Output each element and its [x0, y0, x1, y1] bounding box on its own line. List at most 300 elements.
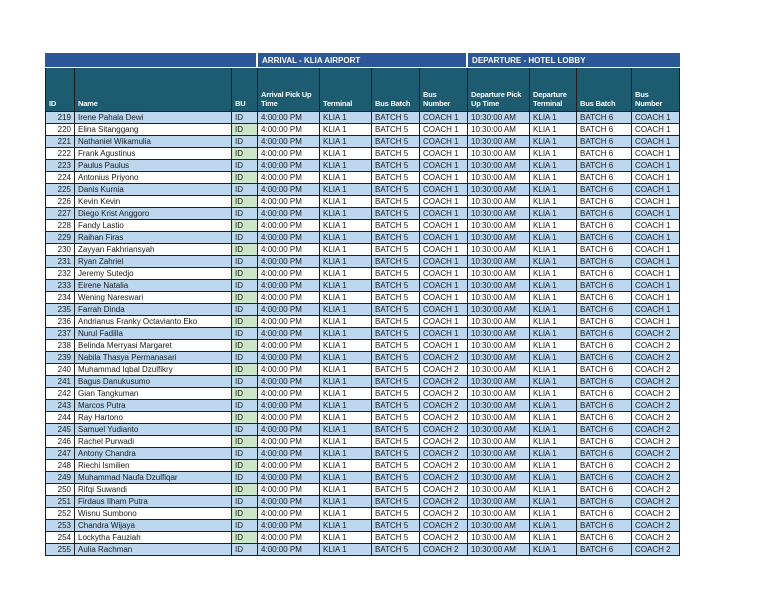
cell-departure-bus-batch: BATCH 6 [577, 364, 632, 376]
cell-departure-bus-batch: BATCH 6 [577, 448, 632, 460]
cell-arrival-bus-number: COACH 1 [420, 256, 468, 268]
table-row [45, 388, 680, 400]
cell-departure-pick-up-time: 10:30:00 AM [468, 328, 530, 340]
cell-bu: ID [232, 124, 258, 136]
cell-id: 233 [45, 280, 75, 292]
cell-id: 223 [45, 160, 75, 172]
cell-arrival-bus-batch: BATCH 5 [372, 292, 420, 304]
table-row [45, 328, 680, 340]
cell-departure-pick-up-time: 10:30:00 AM [468, 304, 530, 316]
table-row [45, 496, 680, 508]
cell-arrival-bus-batch: BATCH 5 [372, 532, 420, 544]
cell-arrival-bus-number: COACH 1 [420, 160, 468, 172]
cell-arrival-bus-batch: BATCH 5 [372, 208, 420, 220]
cell-arrival-terminal: KLIA 1 [320, 292, 372, 304]
cell-id: 236 [45, 316, 75, 328]
cell-arrival-terminal: KLIA 1 [320, 148, 372, 160]
cell-departure-terminal: KLIA 1 [530, 508, 577, 520]
table-row [45, 460, 680, 472]
cell-bu: ID [232, 112, 258, 124]
table-row [45, 208, 680, 220]
cell-arrival-bus-batch: BATCH 5 [372, 244, 420, 256]
cell-arrival-terminal: KLIA 1 [320, 220, 372, 232]
cell-arrival-terminal: KLIA 1 [320, 400, 372, 412]
cell-id: 242 [45, 388, 75, 400]
cell-arrival-bus-batch: BATCH 5 [372, 400, 420, 412]
table-row [45, 412, 680, 424]
cell-departure-pick-up-time: 10:30:00 AM [468, 208, 530, 220]
cell-departure-bus-batch: BATCH 6 [577, 124, 632, 136]
cell-departure-bus-batch: BATCH 6 [577, 544, 632, 556]
cell-arrival-pick-up-time: 4:00:00 PM [258, 460, 320, 472]
cell-departure-terminal: KLIA 1 [530, 316, 577, 328]
cell-id: 251 [45, 496, 75, 508]
cell-departure-pick-up-time: 10:30:00 AM [468, 544, 530, 556]
cell-departure-pick-up-time: 10:30:00 AM [468, 532, 530, 544]
cell-departure-bus-number: COACH 1 [632, 292, 680, 304]
cell-id: 234 [45, 292, 75, 304]
cell-departure-pick-up-time: 10:30:00 AM [468, 124, 530, 136]
table-row [45, 448, 680, 460]
cell-bu: ID [232, 364, 258, 376]
table-row [45, 484, 680, 496]
cell-departure-bus-batch: BATCH 6 [577, 304, 632, 316]
column-header-departure-pick-up-time: Departure Pick Up Time [468, 68, 530, 112]
cell-departure-pick-up-time: 10:30:00 AM [468, 388, 530, 400]
cell-arrival-pick-up-time: 4:00:00 PM [258, 364, 320, 376]
cell-departure-pick-up-time: 10:30:00 AM [468, 424, 530, 436]
table-row [45, 340, 680, 352]
cell-id: 241 [45, 376, 75, 388]
table-row [45, 244, 680, 256]
cell-id: 252 [45, 508, 75, 520]
cell-arrival-terminal: KLIA 1 [320, 232, 372, 244]
cell-departure-terminal: KLIA 1 [530, 232, 577, 244]
cell-name: Wening Nareswari [75, 292, 232, 304]
cell-departure-terminal: KLIA 1 [530, 388, 577, 400]
cell-departure-bus-batch: BATCH 6 [577, 376, 632, 388]
cell-arrival-bus-number: COACH 1 [420, 172, 468, 184]
cell-arrival-pick-up-time: 4:00:00 PM [258, 352, 320, 364]
cell-departure-terminal: KLIA 1 [530, 424, 577, 436]
cell-arrival-pick-up-time: 4:00:00 PM [258, 496, 320, 508]
bus-schedule-table [45, 53, 680, 556]
cell-name: Samuel Yudianto [75, 424, 232, 436]
cell-departure-pick-up-time: 10:30:00 AM [468, 184, 530, 196]
cell-departure-pick-up-time: 10:30:00 AM [468, 520, 530, 532]
cell-name: Farrah Dinda [75, 304, 232, 316]
cell-departure-bus-batch: BATCH 6 [577, 148, 632, 160]
cell-arrival-bus-batch: BATCH 5 [372, 448, 420, 460]
cell-arrival-pick-up-time: 4:00:00 PM [258, 328, 320, 340]
cell-arrival-pick-up-time: 4:00:00 PM [258, 412, 320, 424]
column-header-arrival-pick-up-time: Arrival Pick Up Time [258, 68, 320, 112]
cell-name: Raihan Firas [75, 232, 232, 244]
cell-departure-bus-batch: BATCH 6 [577, 412, 632, 424]
cell-departure-bus-number: COACH 2 [632, 388, 680, 400]
column-header-departure-bus-number: Bus Number [632, 68, 680, 112]
cell-arrival-terminal: KLIA 1 [320, 376, 372, 388]
cell-departure-bus-batch: BATCH 6 [577, 136, 632, 148]
cell-departure-pick-up-time: 10:30:00 AM [468, 136, 530, 148]
cell-id: 255 [45, 544, 75, 556]
cell-arrival-pick-up-time: 4:00:00 PM [258, 160, 320, 172]
cell-departure-terminal: KLIA 1 [530, 328, 577, 340]
cell-name: Gian Tangkuman [75, 388, 232, 400]
cell-arrival-terminal: KLIA 1 [320, 412, 372, 424]
table-row [45, 520, 680, 532]
cell-arrival-bus-number: COACH 2 [420, 400, 468, 412]
cell-name: Chandra Wijaya [75, 520, 232, 532]
cell-name: Wisnu Sumbono [75, 508, 232, 520]
cell-departure-pick-up-time: 10:30:00 AM [468, 364, 530, 376]
cell-arrival-pick-up-time: 4:00:00 PM [258, 148, 320, 160]
table-row [45, 400, 680, 412]
cell-name: Rachel Purwadi [75, 436, 232, 448]
cell-arrival-bus-number: COACH 2 [420, 496, 468, 508]
column-header-arrival-bus-number: Bus Number [420, 68, 468, 112]
cell-id: 237 [45, 328, 75, 340]
cell-departure-bus-batch: BATCH 6 [577, 532, 632, 544]
cell-departure-bus-batch: BATCH 6 [577, 436, 632, 448]
cell-arrival-bus-number: COACH 1 [420, 148, 468, 160]
cell-departure-terminal: KLIA 1 [530, 532, 577, 544]
cell-arrival-bus-number: COACH 1 [420, 208, 468, 220]
cell-arrival-terminal: KLIA 1 [320, 244, 372, 256]
cell-departure-terminal: KLIA 1 [530, 124, 577, 136]
cell-departure-bus-number: COACH 2 [632, 424, 680, 436]
cell-departure-bus-batch: BATCH 6 [577, 196, 632, 208]
cell-arrival-terminal: KLIA 1 [320, 364, 372, 376]
cell-name: Aulia Rachman [75, 544, 232, 556]
cell-bu: ID [232, 484, 258, 496]
cell-arrival-terminal: KLIA 1 [320, 460, 372, 472]
cell-departure-bus-batch: BATCH 6 [577, 520, 632, 532]
cell-departure-pick-up-time: 10:30:00 AM [468, 244, 530, 256]
cell-departure-bus-batch: BATCH 6 [577, 172, 632, 184]
cell-arrival-bus-batch: BATCH 5 [372, 316, 420, 328]
cell-arrival-terminal: KLIA 1 [320, 160, 372, 172]
cell-departure-bus-batch: BATCH 6 [577, 508, 632, 520]
cell-departure-terminal: KLIA 1 [530, 520, 577, 532]
cell-departure-terminal: KLIA 1 [530, 136, 577, 148]
cell-arrival-bus-number: COACH 1 [420, 196, 468, 208]
cell-arrival-terminal: KLIA 1 [320, 436, 372, 448]
column-header-name: Name [75, 68, 232, 112]
cell-departure-terminal: KLIA 1 [530, 268, 577, 280]
cell-arrival-pick-up-time: 4:00:00 PM [258, 184, 320, 196]
cell-arrival-pick-up-time: 4:00:00 PM [258, 280, 320, 292]
cell-arrival-terminal: KLIA 1 [320, 340, 372, 352]
cell-departure-terminal: KLIA 1 [530, 436, 577, 448]
cell-arrival-bus-batch: BATCH 5 [372, 520, 420, 532]
cell-arrival-pick-up-time: 4:00:00 PM [258, 292, 320, 304]
cell-departure-bus-number: COACH 2 [632, 400, 680, 412]
table-row [45, 508, 680, 520]
cell-id: 232 [45, 268, 75, 280]
cell-name: Muhammad Naufa Dzulfiqar [75, 472, 232, 484]
cell-arrival-bus-batch: BATCH 5 [372, 484, 420, 496]
cell-arrival-bus-batch: BATCH 5 [372, 424, 420, 436]
cell-departure-pick-up-time: 10:30:00 AM [468, 400, 530, 412]
table-row [45, 316, 680, 328]
cell-id: 250 [45, 484, 75, 496]
cell-departure-bus-number: COACH 2 [632, 412, 680, 424]
cell-arrival-pick-up-time: 4:00:00 PM [258, 340, 320, 352]
cell-id: 254 [45, 532, 75, 544]
group-header-spacer [45, 53, 258, 68]
column-header-arrival-terminal: Terminal [320, 68, 372, 112]
cell-departure-bus-number: COACH 2 [632, 544, 680, 556]
spreadsheet-area [45, 53, 680, 556]
cell-id: 244 [45, 412, 75, 424]
cell-id: 246 [45, 436, 75, 448]
cell-name: Eirene Natalia [75, 280, 232, 292]
cell-arrival-bus-batch: BATCH 5 [372, 160, 420, 172]
cell-name: Zayyan Fakhriansyah [75, 244, 232, 256]
cell-arrival-pick-up-time: 4:00:00 PM [258, 376, 320, 388]
column-header-bu: BU [232, 68, 258, 112]
table-row [45, 232, 680, 244]
cell-arrival-bus-number: COACH 1 [420, 328, 468, 340]
table-row [45, 436, 680, 448]
cell-arrival-bus-number: COACH 1 [420, 124, 468, 136]
cell-departure-bus-number: COACH 1 [632, 220, 680, 232]
column-header-departure-bus-batch: Bus Batch [577, 68, 632, 112]
cell-arrival-bus-batch: BATCH 5 [372, 280, 420, 292]
cell-departure-bus-number: COACH 2 [632, 532, 680, 544]
cell-departure-pick-up-time: 10:30:00 AM [468, 472, 530, 484]
cell-departure-bus-number: COACH 1 [632, 136, 680, 148]
cell-arrival-terminal: KLIA 1 [320, 520, 372, 532]
cell-name: Nurul Fadilla [75, 328, 232, 340]
cell-departure-pick-up-time: 10:30:00 AM [468, 352, 530, 364]
cell-departure-bus-batch: BATCH 6 [577, 496, 632, 508]
cell-departure-bus-batch: BATCH 6 [577, 160, 632, 172]
cell-name: Irene Pahala Dewi [75, 112, 232, 124]
table-row [45, 160, 680, 172]
cell-arrival-bus-number: COACH 2 [420, 364, 468, 376]
cell-departure-bus-number: COACH 2 [632, 436, 680, 448]
cell-id: 224 [45, 172, 75, 184]
cell-bu: ID [232, 292, 258, 304]
cell-departure-pick-up-time: 10:30:00 AM [468, 256, 530, 268]
cell-bu: ID [232, 496, 258, 508]
cell-bu: ID [232, 340, 258, 352]
cell-arrival-terminal: KLIA 1 [320, 112, 372, 124]
cell-bu: ID [232, 424, 258, 436]
cell-id: 247 [45, 448, 75, 460]
cell-arrival-terminal: KLIA 1 [320, 316, 372, 328]
cell-departure-terminal: KLIA 1 [530, 340, 577, 352]
cell-bu: ID [232, 400, 258, 412]
cell-departure-pick-up-time: 10:30:00 AM [468, 484, 530, 496]
cell-departure-terminal: KLIA 1 [530, 220, 577, 232]
cell-arrival-pick-up-time: 4:00:00 PM [258, 112, 320, 124]
cell-arrival-bus-batch: BATCH 5 [372, 268, 420, 280]
cell-departure-bus-number: COACH 1 [632, 148, 680, 160]
cell-arrival-terminal: KLIA 1 [320, 328, 372, 340]
cell-departure-bus-number: COACH 1 [632, 244, 680, 256]
cell-departure-terminal: KLIA 1 [530, 280, 577, 292]
cell-departure-bus-batch: BATCH 6 [577, 460, 632, 472]
cell-arrival-pick-up-time: 4:00:00 PM [258, 172, 320, 184]
table-row [45, 268, 680, 280]
cell-arrival-bus-number: COACH 2 [420, 436, 468, 448]
table-row [45, 532, 680, 544]
cell-id: 226 [45, 196, 75, 208]
cell-arrival-bus-batch: BATCH 5 [372, 436, 420, 448]
cell-departure-bus-batch: BATCH 6 [577, 112, 632, 124]
cell-arrival-bus-number: COACH 1 [420, 280, 468, 292]
table-row [45, 112, 680, 124]
table-row [45, 376, 680, 388]
cell-departure-bus-number: COACH 1 [632, 316, 680, 328]
cell-arrival-pick-up-time: 4:00:00 PM [258, 244, 320, 256]
cell-name: Firdaus Ilham Putra [75, 496, 232, 508]
cell-bu: ID [232, 436, 258, 448]
cell-arrival-bus-batch: BATCH 5 [372, 184, 420, 196]
cell-departure-bus-number: COACH 1 [632, 112, 680, 124]
cell-departure-bus-number: COACH 2 [632, 460, 680, 472]
cell-arrival-bus-number: COACH 1 [420, 112, 468, 124]
cell-bu: ID [232, 196, 258, 208]
cell-bu: ID [232, 520, 258, 532]
cell-bu: ID [232, 256, 258, 268]
cell-departure-pick-up-time: 10:30:00 AM [468, 280, 530, 292]
cell-arrival-pick-up-time: 4:00:00 PM [258, 208, 320, 220]
cell-departure-pick-up-time: 10:30:00 AM [468, 496, 530, 508]
cell-id: 248 [45, 460, 75, 472]
cell-departure-bus-number: COACH 1 [632, 196, 680, 208]
cell-name: Bagus Danukusumo [75, 376, 232, 388]
cell-id: 229 [45, 232, 75, 244]
cell-arrival-terminal: KLIA 1 [320, 532, 372, 544]
cell-arrival-terminal: KLIA 1 [320, 172, 372, 184]
cell-arrival-pick-up-time: 4:00:00 PM [258, 532, 320, 544]
cell-departure-bus-batch: BATCH 6 [577, 280, 632, 292]
cell-departure-bus-number: COACH 2 [632, 328, 680, 340]
table-row [45, 220, 680, 232]
cell-departure-bus-number: COACH 1 [632, 256, 680, 268]
cell-departure-pick-up-time: 10:30:00 AM [468, 508, 530, 520]
cell-id: 219 [45, 112, 75, 124]
cell-arrival-bus-batch: BATCH 5 [372, 232, 420, 244]
cell-bu: ID [232, 388, 258, 400]
cell-departure-bus-number: COACH 2 [632, 340, 680, 352]
cell-name: Marcos Putra [75, 400, 232, 412]
cell-departure-bus-number: COACH 1 [632, 124, 680, 136]
cell-arrival-pick-up-time: 4:00:00 PM [258, 268, 320, 280]
cell-id: 243 [45, 400, 75, 412]
cell-departure-terminal: KLIA 1 [530, 376, 577, 388]
cell-bu: ID [232, 472, 258, 484]
cell-departure-terminal: KLIA 1 [530, 448, 577, 460]
cell-arrival-pick-up-time: 4:00:00 PM [258, 232, 320, 244]
cell-bu: ID [232, 136, 258, 148]
cell-id: 228 [45, 220, 75, 232]
cell-departure-bus-batch: BATCH 6 [577, 424, 632, 436]
cell-arrival-bus-number: COACH 1 [420, 220, 468, 232]
cell-bu: ID [232, 280, 258, 292]
cell-departure-terminal: KLIA 1 [530, 148, 577, 160]
cell-departure-bus-number: COACH 2 [632, 508, 680, 520]
cell-departure-pick-up-time: 10:30:00 AM [468, 172, 530, 184]
group-header-cell: ARRIVAL - KLIA AIRPORT [258, 53, 468, 68]
cell-arrival-bus-number: COACH 2 [420, 352, 468, 364]
cell-bu: ID [232, 460, 258, 472]
cell-arrival-terminal: KLIA 1 [320, 472, 372, 484]
cell-departure-bus-batch: BATCH 6 [577, 256, 632, 268]
cell-bu: ID [232, 304, 258, 316]
table-row [45, 172, 680, 184]
cell-arrival-bus-batch: BATCH 5 [372, 496, 420, 508]
cell-name: Kevin Kevin [75, 196, 232, 208]
cell-arrival-bus-number: COACH 2 [420, 520, 468, 532]
cell-arrival-pick-up-time: 4:00:00 PM [258, 424, 320, 436]
cell-arrival-pick-up-time: 4:00:00 PM [258, 436, 320, 448]
cell-arrival-bus-batch: BATCH 5 [372, 328, 420, 340]
cell-bu: ID [232, 160, 258, 172]
cell-arrival-terminal: KLIA 1 [320, 508, 372, 520]
cell-arrival-bus-number: COACH 2 [420, 472, 468, 484]
cell-departure-pick-up-time: 10:30:00 AM [468, 448, 530, 460]
cell-departure-bus-number: COACH 2 [632, 496, 680, 508]
table-row [45, 136, 680, 148]
cell-departure-pick-up-time: 10:30:00 AM [468, 376, 530, 388]
cell-arrival-bus-number: COACH 1 [420, 232, 468, 244]
table-row [45, 196, 680, 208]
cell-departure-terminal: KLIA 1 [530, 184, 577, 196]
group-header-cell: DEPARTURE - HOTEL LOBBY [468, 53, 680, 68]
cell-bu: ID [232, 316, 258, 328]
cell-departure-terminal: KLIA 1 [530, 544, 577, 556]
cell-id: 240 [45, 364, 75, 376]
table-body [45, 112, 680, 556]
cell-arrival-bus-batch: BATCH 5 [372, 364, 420, 376]
cell-bu: ID [232, 532, 258, 544]
cell-id: 227 [45, 208, 75, 220]
cell-id: 239 [45, 352, 75, 364]
table-row [45, 292, 680, 304]
cell-departure-bus-batch: BATCH 6 [577, 352, 632, 364]
cell-departure-terminal: KLIA 1 [530, 460, 577, 472]
cell-arrival-bus-batch: BATCH 5 [372, 148, 420, 160]
cell-departure-bus-number: COACH 1 [632, 232, 680, 244]
cell-departure-bus-number: COACH 1 [632, 160, 680, 172]
cell-departure-terminal: KLIA 1 [530, 484, 577, 496]
cell-arrival-bus-number: COACH 1 [420, 304, 468, 316]
cell-arrival-terminal: KLIA 1 [320, 136, 372, 148]
cell-name: Nabila Thasya Permanasari [75, 352, 232, 364]
cell-departure-bus-number: COACH 2 [632, 376, 680, 388]
cell-arrival-terminal: KLIA 1 [320, 484, 372, 496]
cell-arrival-bus-number: COACH 1 [420, 268, 468, 280]
cell-arrival-bus-number: COACH 2 [420, 412, 468, 424]
cell-bu: ID [232, 376, 258, 388]
cell-arrival-bus-number: COACH 2 [420, 544, 468, 556]
table-row [45, 256, 680, 268]
cell-departure-terminal: KLIA 1 [530, 160, 577, 172]
cell-arrival-terminal: KLIA 1 [320, 280, 372, 292]
cell-arrival-pick-up-time: 4:00:00 PM [258, 400, 320, 412]
cell-bu: ID [232, 148, 258, 160]
table-row [45, 124, 680, 136]
table-row [45, 472, 680, 484]
cell-departure-terminal: KLIA 1 [530, 244, 577, 256]
cell-bu: ID [232, 508, 258, 520]
cell-departure-bus-number: COACH 1 [632, 268, 680, 280]
